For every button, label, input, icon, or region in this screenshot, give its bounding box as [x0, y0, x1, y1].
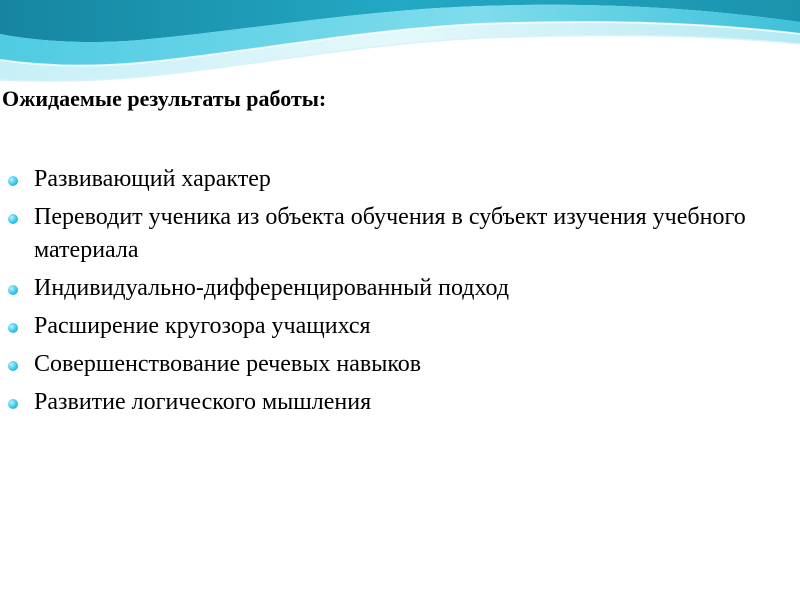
slide-title: Ожидаемые результаты работы:: [2, 86, 327, 111]
bullet-item: [8, 272, 788, 305]
bullet-item: [8, 310, 788, 343]
bullet-text: Переводит ученика из объекта обучения в субъект изучения учебного материала: [34, 204, 746, 263]
bullet-item: [8, 386, 788, 419]
bullet-list: [8, 163, 788, 424]
bullet-item: [8, 163, 788, 196]
bullet-text: Развитие логического мышления: [34, 389, 372, 415]
bullet-text: Развивающий характер: [34, 166, 271, 192]
circle-bullet-icon: [8, 361, 18, 371]
circle-bullet-icon: [8, 399, 18, 409]
circle-bullet-icon: [8, 323, 18, 333]
bullet-item: [8, 201, 788, 267]
bullet-item: [8, 348, 788, 381]
bullet-text: Расширение кругозора учащихся: [34, 313, 371, 339]
circle-bullet-icon: [8, 285, 18, 295]
circle-bullet-icon: [8, 214, 18, 224]
circle-bullet-icon: [8, 176, 18, 186]
bullet-text: Индивидуально-дифференцированный подход: [34, 275, 510, 301]
bullet-text: Совершенствование речевых навыков: [34, 351, 422, 377]
wave-header-decoration: [0, 0, 800, 90]
